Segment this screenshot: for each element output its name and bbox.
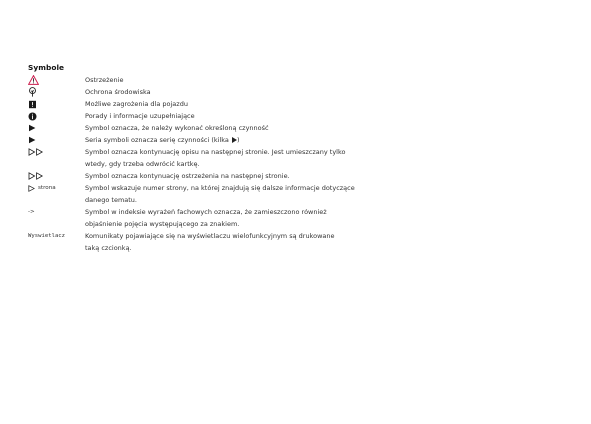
double-outline-arrow-icon [28,148,44,156]
item-description: Ochrona środowiska [85,88,151,96]
page-reference-arrow-icon [28,185,35,192]
page-reference-label: strona [38,185,56,191]
list-item [28,110,448,122]
list-item [28,122,448,134]
list-item [28,86,448,98]
list-item [28,206,448,230]
section-title: Symbole [28,63,65,72]
index-arrow-label: -> [28,209,35,215]
list-item [28,74,448,86]
item-description: Symbol oznacza, że należy wykonać określoną czynność [85,124,269,132]
item-description: Symbol w indeksie wyrażeń fachowych oznacza, że zamieszczono również objaśnienie pojęcia występującego za znakiem. [85,208,327,228]
item-description: Komunikaty pojawiające się na wyświetlaczu wielofunkcyjnym są drukowane taką czcionką. [85,232,335,252]
warning-triangle-icon [28,75,39,85]
list-item [28,182,448,206]
list-item [28,98,448,110]
environment-icon [28,87,37,97]
list-item [28,146,448,170]
item-description: Symbol oznacza kontynuację opisu na następnej stronie. Jest umieszczany tylko wtedy, gdy trzeba odwrócić kartkę. [85,148,346,168]
item-description-start: Seria symboli oznacza serię czynności (kilka [85,136,231,144]
list-item [28,230,448,254]
item-description: Możliwe zagrożenia dla pojazdu [85,100,188,108]
list-item [28,170,448,182]
list-item [28,134,448,146]
item-description: Symbol wskazuje numer strony, na której znajdują się dalsze informacje dotyczące danego tematu. [85,184,355,204]
display-font-sample: Wyswietlacz [28,233,66,239]
item-description-end: ) [236,136,240,144]
item-description: Symbol oznacza kontynuację ostrzeżenia na następnej stronie. [85,172,290,180]
action-arrow-icon [28,136,36,144]
vehicle-damage-icon [28,100,37,109]
symbol-list [28,74,448,254]
item-description [85,134,448,146]
action-arrow-icon [28,124,36,132]
item-description: Porady i informacje uzupełniające [85,112,195,120]
item-description: Ostrzeżenie [85,76,124,84]
double-outline-arrow-icon [28,172,44,180]
info-icon [28,112,37,121]
